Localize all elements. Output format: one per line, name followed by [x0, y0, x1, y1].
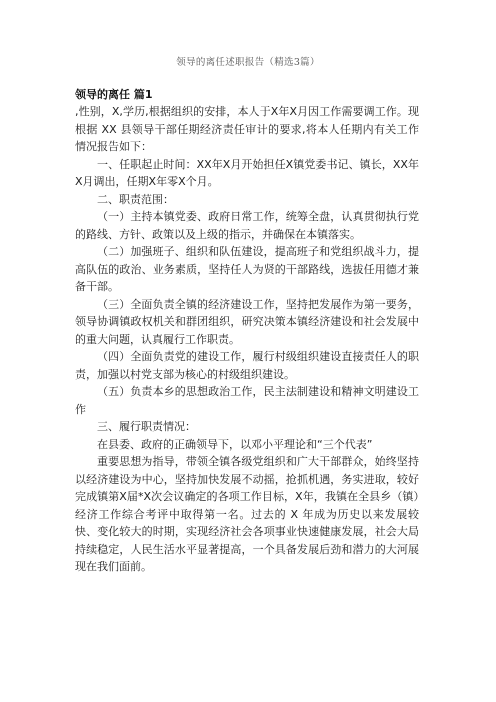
paragraph: （一）主持本镇党委、政府日常工作，统筹全盘，认真贯彻执行党的路线、方针、政策以及上级的指示，并确保在本镇落实。	[75, 210, 419, 241]
section-title: 领导的离任 篇1	[75, 88, 153, 101]
paragraph: （二）加强班子、组织和队伍建设，提高班子和党组织战斗力，提高队伍的政治、业务素质，坚持任人为贤的干部路线，选拔任用德才兼备干部。	[75, 245, 419, 293]
paragraph: 一、任职起止时间：XX年X月开始担任X镇党委书记、镇长，XX年X月调出，任期X年零X个月。	[75, 157, 419, 188]
body-text	[75, 103, 419, 576]
document-header: 领导的离任述职报告（精选3篇）	[176, 57, 320, 68]
paragraph: ,性别，X,学历,根据组织的安排，本人于X年X月因工作需要调工作。现根据 XX 县领导干部任期经济责任审计的要求,将本人任期内有关工作情况报告如下：	[75, 105, 419, 153]
paragraph: 三、履行职责情况：	[97, 420, 196, 433]
paragraph: 二、职责范围：	[97, 192, 174, 206]
paragraph: （五）负责本乡的思想政治工作，民主法制建设和精神文明建设工作	[75, 385, 419, 416]
paragraph: 重要思想为指导，带领全镇各级党组织和广大干部群众，始终坚持以经济建设为中心，坚持加快发展不动摇，抢抓机遇，务实进取，较好完成镇第X届*X次会议确定的各项工作目标，X年，我镇在全县乡（镇）经济工作综合考评中取得第一名。过去的 X 年成为历史以来发展较快、变化较大的时期，实现经济社会各项事业快速健康发展，社会大局持续稳定，人民生活水平显著提高，一个具备发展后劲和潜力的大河展现在我们面前。	[75, 455, 419, 573]
paragraph: （三）全面负责全镇的经济建设工作，坚持把发展作为第一要务，领导协调镇政权机关和群团组织，研究决策本镇经济建设和社会发展中的重大问题，认真履行工作职责。	[75, 297, 419, 346]
paragraph: 在县委、政府的正确领导下，以邓小平理论和“三个代表”	[97, 437, 373, 451]
paragraph: （四）全面负责党的建设工作，履行村级组织建设直接责任人的职责，加强以村党支部为核心的村级组织建设。	[75, 350, 419, 381]
